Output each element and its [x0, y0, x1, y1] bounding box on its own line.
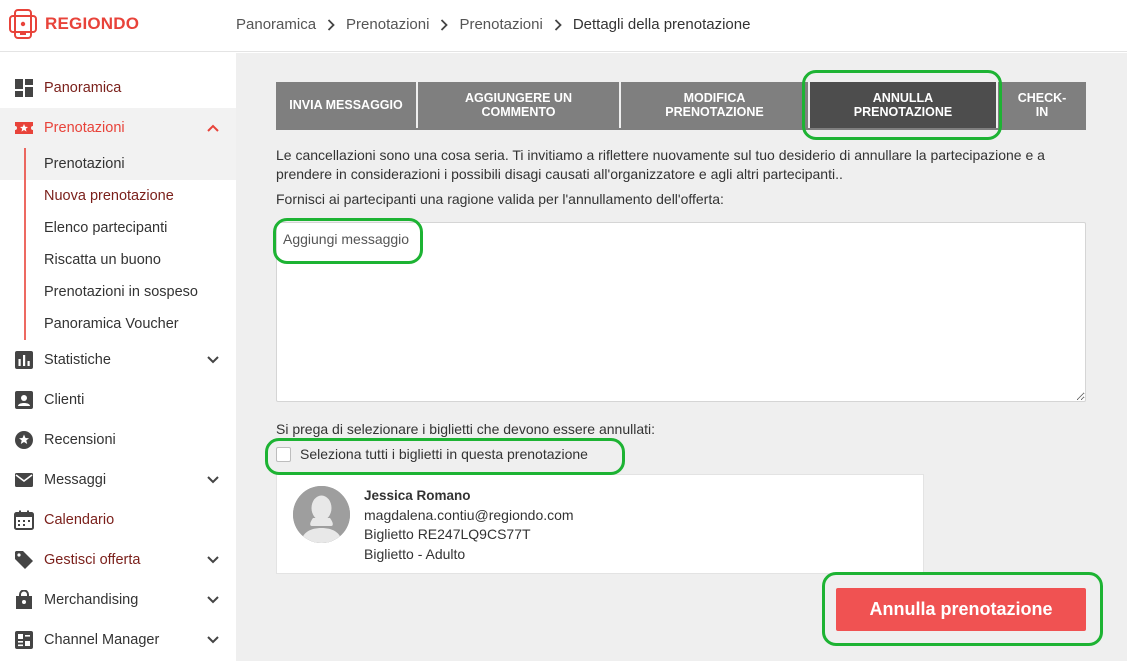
- select-tickets-label: Si prega di selezionare i biglietti che devono essere annullati:: [276, 421, 656, 437]
- calendar-icon: [14, 510, 34, 530]
- ticket-holder-email: magdalena.contiu@regiondo.com: [364, 506, 574, 523]
- chevron-down-icon[interactable]: [206, 555, 220, 565]
- cancellation-message-input[interactable]: [276, 222, 1086, 402]
- bar-chart-icon: [14, 350, 34, 370]
- person-silhouette-icon: [293, 486, 350, 543]
- sidebar-item-label: Clienti: [44, 392, 85, 408]
- logo[interactable]: [8, 8, 139, 40]
- submenu-item-panoramica-voucher[interactable]: Panoramica Voucher: [44, 316, 179, 332]
- select-all-label[interactable]: Seleziona tutti i biglietti in questa prenotazione: [300, 446, 588, 462]
- sidebar-item-statistiche[interactable]: [0, 340, 236, 380]
- tab-check-in[interactable]: CHECK-IN: [998, 82, 1086, 128]
- logo-text: REGIONDO: [45, 14, 140, 33]
- sidebar-item-messaggi[interactable]: [0, 460, 236, 500]
- top-header: [0, 0, 1127, 52]
- sidebar-item-merchandising[interactable]: [0, 580, 236, 620]
- breadcrumb-item-prenotazioni[interactable]: Prenotazioni: [346, 16, 430, 33]
- sidebar-item-prenotazioni[interactable]: [0, 108, 236, 148]
- main-content: [236, 53, 1127, 661]
- sidebar-item-panoramica[interactable]: [0, 68, 236, 108]
- sidebar-item-label: Panoramica: [44, 80, 122, 96]
- chevron-right-icon: [440, 19, 448, 31]
- tab-aggiungere-commento[interactable]: AGGIUNGERE UN COMMENTO: [418, 82, 621, 128]
- chevron-up-icon[interactable]: [206, 123, 220, 133]
- chevron-right-icon: [327, 19, 335, 31]
- chevron-down-icon[interactable]: [206, 595, 220, 605]
- sidebar-item-label: Channel Manager: [44, 632, 160, 648]
- tag-icon: [14, 550, 34, 570]
- sidebar-item-channel-manager[interactable]: [0, 620, 236, 660]
- ticket-code: Biglietto RE247LQ9CS77T: [364, 526, 531, 542]
- reason-label: Fornisci ai partecipanti una ragione valida per l'annullamento dell'offerta:: [276, 191, 724, 207]
- sidebar-item-calendario[interactable]: [0, 500, 236, 540]
- chevron-right-icon: [554, 19, 562, 31]
- submenu-item-nuova-prenotazione[interactable]: Nuova prenotazione: [44, 188, 174, 204]
- sidebar-item-label: Prenotazioni: [44, 120, 125, 136]
- contact-icon: [14, 390, 34, 410]
- shopping-bag-icon: [14, 590, 34, 610]
- tab-annulla-prenotazione[interactable]: ANNULLA PRENOTAZIONE: [810, 82, 998, 128]
- avatar: [293, 486, 350, 543]
- sidebar-item-label: Statistiche: [44, 352, 111, 368]
- mail-icon: [14, 470, 34, 490]
- submenu-item-prenotazioni[interactable]: Prenotazioni: [44, 156, 125, 172]
- sidebar-item-recensioni[interactable]: [0, 420, 236, 460]
- booking-action-tabs: [276, 82, 1086, 128]
- select-all-checkbox[interactable]: [276, 447, 291, 462]
- star-circle-icon: [14, 430, 34, 450]
- sidebar-item-clienti[interactable]: [0, 380, 236, 420]
- regiondo-logo-icon: [8, 8, 38, 40]
- sidebar: [0, 53, 236, 661]
- submenu-item-prenotazioni-sospeso[interactable]: Prenotazioni in sospeso: [44, 284, 198, 300]
- cancellation-warning-text: Le cancellazioni sono una cosa seria. Ti invitiamo a riflettere nuovamente sul tuo desiderio di annullare la partecipazione e a prendere in considerazioni i possibili disagi causati all'organizzatore e agli altri partecipanti..: [276, 147, 1045, 182]
- breadcrumb: [236, 16, 750, 33]
- sidebar-item-label: Merchandising: [44, 592, 139, 608]
- submenu-item-elenco-partecipanti[interactable]: Elenco partecipanti: [44, 220, 168, 236]
- star-ticket-icon: [14, 118, 34, 138]
- chevron-down-icon[interactable]: [206, 635, 220, 645]
- ticket-holder-name: Jessica Romano: [364, 488, 471, 503]
- chevron-down-icon[interactable]: [206, 475, 220, 485]
- ticket-type: Biglietto - Adulto: [364, 545, 466, 562]
- sidebar-item-label: Recensioni: [44, 432, 116, 448]
- tab-invia-messaggio[interactable]: INVIA MESSAGGIO: [276, 82, 418, 128]
- tabs-underline: [276, 128, 1086, 130]
- breadcrumb-item-prenotazioni-list[interactable]: Prenotazioni: [459, 16, 543, 33]
- breadcrumb-item-panoramica[interactable]: Panoramica: [236, 16, 317, 33]
- sidebar-item-label: Calendario: [44, 512, 115, 528]
- sidebar-item-label: Messaggi: [44, 472, 107, 488]
- tab-modifica-prenotazione[interactable]: MODIFICA PRENOTAZIONE: [621, 82, 810, 128]
- dashboard-icon: [14, 78, 34, 98]
- select-all-tickets[interactable]: [276, 446, 588, 462]
- breadcrumb-item-current: Dettagli della prenotazione: [572, 16, 751, 33]
- ticket-card: [276, 474, 924, 574]
- chevron-down-icon[interactable]: [206, 355, 220, 365]
- cancel-booking-button[interactable]: Annulla prenotazione: [836, 588, 1086, 631]
- channel-icon: [14, 630, 34, 650]
- submenu-indicator-line: [24, 148, 26, 340]
- prenotazioni-submenu: [0, 148, 236, 340]
- sidebar-item-gestisci-offerta[interactable]: [0, 540, 236, 580]
- submenu-item-riscatta-buono[interactable]: Riscatta un buono: [44, 252, 161, 268]
- ticket-info: [364, 486, 574, 564]
- sidebar-item-label: Gestisci offerta: [44, 552, 141, 568]
